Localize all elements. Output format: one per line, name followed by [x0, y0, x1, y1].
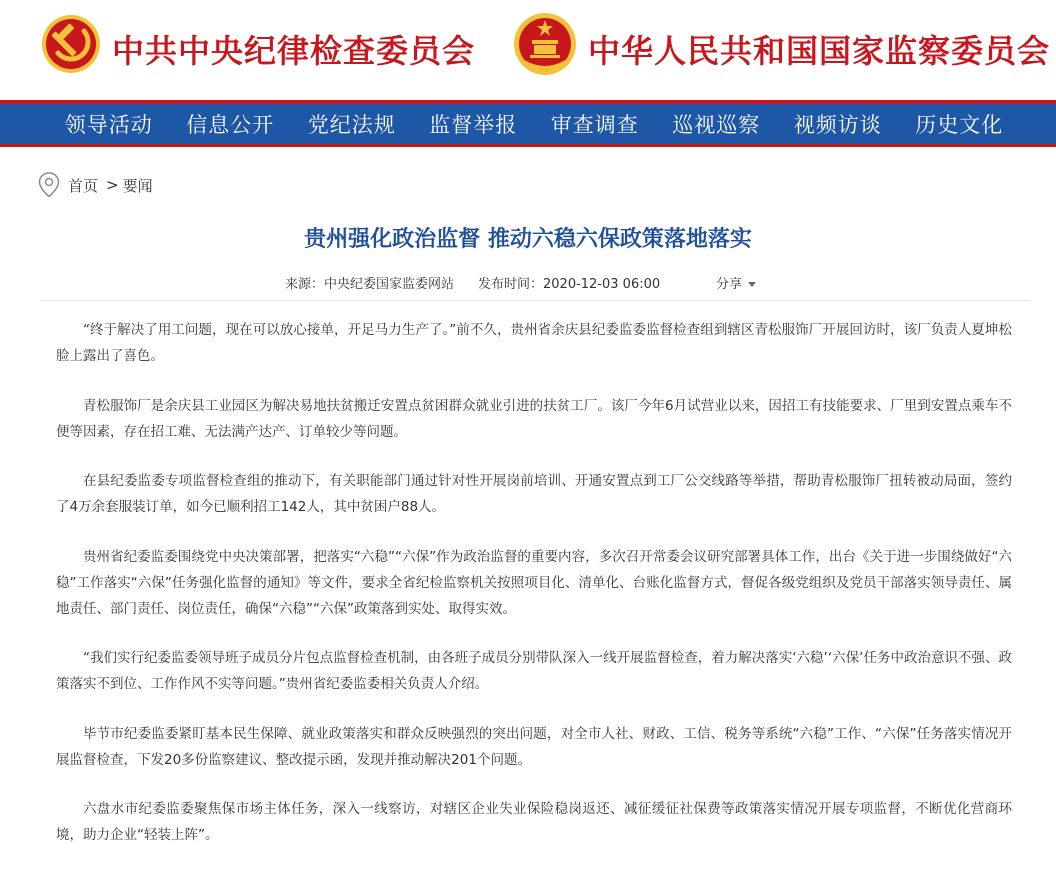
- article-paragraph: 贵州省纪委监委围绕党中央决策部署，把落实“六稳”“六保”作为政治监督的重要内容，多次召开常委会议研究部署具体工作，出台《关于进一步围绕做好“六稳”工作落实“六保”任务强化监督的通知》等文件，要求全省纪检监察机关按照项目化、清单化、台账化监督方式，督促各级党组织及党员干部落实领导责任、属地责任、部门责任、岗位责任，确保“六稳”“六保”政策落到实处、取得实效。: [56, 548, 1012, 617]
- nav-item-leadership[interactable]: 领导活动: [64, 113, 153, 137]
- breadcrumb: [38, 172, 153, 198]
- article-source: 来源：中央纪委国家监委网站: [285, 277, 455, 292]
- nav-item-report[interactable]: 监督举报: [429, 113, 518, 137]
- site-title-nsc: 中华人民共和国国家监察委员会: [588, 32, 1051, 70]
- location-pin-icon: [38, 172, 60, 198]
- article-body: [56, 317, 1012, 872]
- national-emblem-icon: [512, 10, 578, 78]
- nav-item-history[interactable]: 历史文化: [915, 113, 1004, 137]
- article-paragraph: 青松服饰厂是余庆县工业园区为解决易地扶贫搬迁安置点贫困群众就业引进的扶贫工厂。该厂今年6月试营业以来，因招工有技能要求、厂里到安置点乘车不便等因素，存在招工难、无法满产达产、订单较少等问题。: [56, 397, 1012, 440]
- article-paragraph: 在县纪委监委专项监督检查组的推动下，有关职能部门通过针对性开展岗前培训、开通安置点到工厂公交线路等举措，帮助青松服饰厂扭转被动局面，签约了4万余套服装订单，如今已顺利招工142人，其中贫困户88人。: [56, 473, 1012, 515]
- share-button[interactable]: [716, 273, 756, 292]
- breadcrumb-separator: >: [106, 176, 119, 194]
- site-title-ccdi: 中共中央纪律检查委员会: [112, 32, 476, 70]
- main-nav: [0, 104, 1056, 144]
- article-paragraph: 六盘水市纪委监委聚焦保市场主体任务，深入一线察访，对辖区企业失业保险稳岗返还、减征缓征社保费等政策落实情况开展专项监督，不断优化营商环境，助力企业“轻装上阵”。: [56, 801, 1012, 843]
- article-paragraph: “我们实行纪委监委领导班子成员分片包点监督检查机制，由各班子成员分别带队深入一线开展监督检查，着力解决落实‘六稳’‘六保’任务中政治意识不强、政策落实不到位、工作作风不实等问题。”贵州省纪委监委相关负责人介绍。: [56, 650, 1012, 692]
- hammer-sickle-icon: [40, 13, 102, 75]
- nav-bottom-stripe: [0, 144, 1056, 147]
- article-meta: [0, 273, 1056, 293]
- article-title: 贵州强化政治监督 推动六稳六保政策落地落实: [304, 227, 752, 252]
- meta-divider: [40, 300, 1030, 301]
- article-paragraph: “终于解决了用工问题，现在可以放心接单，开足马力生产了。”前不久，贵州省余庆县纪委监委监督检查组到辖区青松服饰厂开展回访时，该厂负责人夏坤松脸上露出了喜色。: [56, 322, 1012, 364]
- article-paragraph: 毕节市纪委监委紧盯基本民生保障、就业政策落实和群众反映强烈的突出问题，对全市人社、财政、工信、税务等系统“六稳”工作、“六保”任务落实情况开展监督检查，下发20多份监察建议、整改提示函，发现并推动解决201个问题。: [56, 725, 1012, 768]
- chevron-down-icon: [748, 282, 756, 287]
- nav-item-regulations[interactable]: 党纪法规: [307, 113, 396, 137]
- breadcrumb-home-link[interactable]: 首页: [68, 176, 99, 195]
- breadcrumb-current-link[interactable]: 要闻: [122, 176, 153, 195]
- nav-item-inspection[interactable]: 巡视巡察: [672, 113, 761, 137]
- article-publish-time: 发布时间：2020-12-03 06:00: [478, 277, 661, 292]
- nav-item-disclosure[interactable]: 信息公开: [186, 113, 275, 137]
- nav-item-video[interactable]: 视频访谈: [793, 113, 882, 137]
- share-label: 分享: [716, 277, 743, 292]
- nav-item-investigation[interactable]: 审查调查: [550, 113, 639, 137]
- site-header: [0, 0, 1056, 100]
